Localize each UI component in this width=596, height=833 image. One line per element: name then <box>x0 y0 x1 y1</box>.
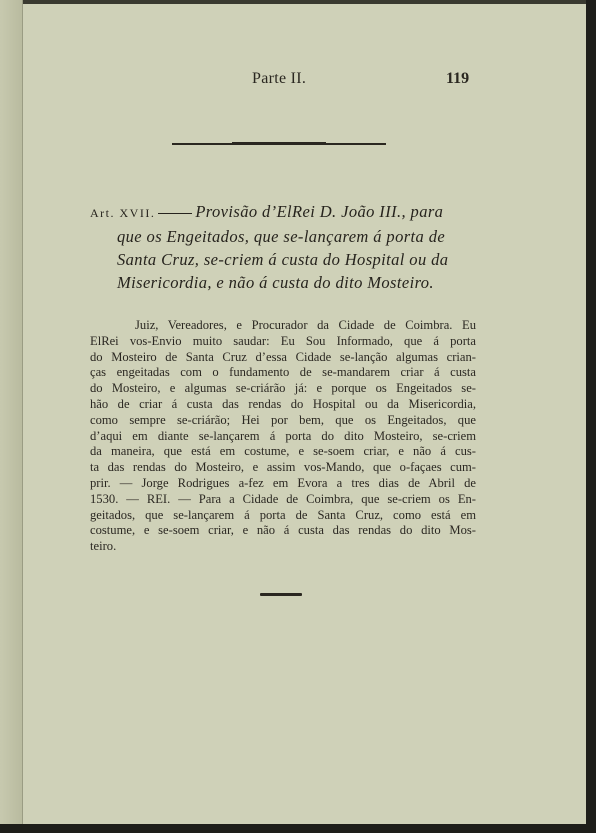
body-line: Juiz, Vereadores, e Procurador da Cidade de Coimbra. Eu <box>135 318 476 332</box>
body-line: prir. — Jorge Rodrigues a-fez em Evora a tres dias de Abril de <box>90 475 476 490</box>
article-title-line: que os Engeitados, que se-lançarem á porta de <box>117 227 446 246</box>
article-heading-line-1 <box>90 200 480 225</box>
article-heading <box>90 200 480 294</box>
body-line: do Mosteiro de Santa Cruz d’essa Cidade se-lanção algumas crian- <box>90 349 476 364</box>
body-line: d’aqui em diante se-lançarem á porta do dito Mosteiro, se-criem <box>90 428 476 443</box>
body-line: da maneira, que está em costume, e se-soem criar, e não á cus- <box>90 444 476 459</box>
scan-border-right <box>586 0 596 833</box>
closing-rule <box>260 593 302 596</box>
article-label: Art. XVII. <box>90 206 156 220</box>
body-line: como sempre se-criárão; Hei por bem, que os Engeitados, que <box>90 412 476 427</box>
article-body <box>90 318 476 555</box>
article-title-line: Provisão d’ElRei D. João III., para <box>195 202 444 221</box>
page-gutter <box>0 0 23 833</box>
body-line: ças engeitadas com o fundamento de se-mandarem criar á custa <box>90 365 476 380</box>
body-line: ta das rendas do Mosteiro, e assim vos-Mando, que o-façaes cum- <box>90 460 476 475</box>
body-line: teiro. <box>90 539 117 554</box>
body-line: do Mosteiro, e algumas se-criárão já: e porque os Engeitados se- <box>90 381 476 396</box>
em-rule <box>158 213 192 214</box>
body-line: 1530. — REI. — Para a Cidade de Coimbra, que se-criem os En- <box>90 491 476 506</box>
scan-border-top <box>0 0 596 4</box>
page-number: 119 <box>446 70 470 87</box>
body-line: ElRei vos-Envio muito saudar: Eu Sou Informado, que á porta <box>90 333 476 348</box>
scan-border-bottom <box>0 824 596 833</box>
article-title-line: Santa Cruz, se-criem á custa do Hospital ou da <box>117 250 449 269</box>
body-line: geitados, que se-lançarem á porta de Santa Cruz, como está em <box>90 507 476 522</box>
body-line: costume, e se-soem criar, e não á custa das rendas do dito Mos- <box>90 523 476 538</box>
body-line: hão de criar á custa das rendas do Hospital ou da Misericordia, <box>90 396 476 411</box>
article-title-line: Misericordia, e não á custa do dito Mosteiro. <box>117 273 434 292</box>
running-head: Parte II. <box>252 70 307 87</box>
header-rule <box>172 143 386 145</box>
